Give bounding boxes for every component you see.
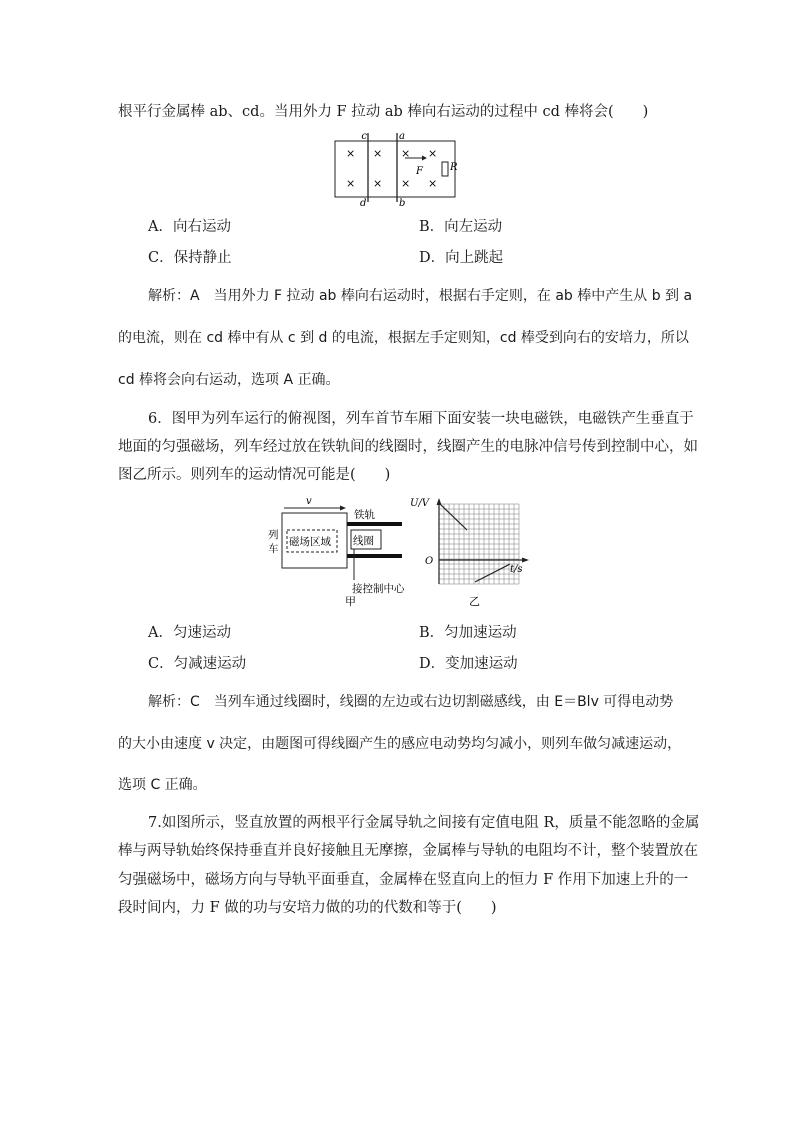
q6-figure-yi (410, 492, 532, 610)
q5-analysis-line-1: 解析：A 当用外力 F 拉动 ab 棒向右运动时，根据右手定则，在 ab 棒中产生从 b 到 a (148, 288, 693, 304)
q6-option-a: A．匀速运动 (148, 625, 231, 641)
q6-option-b: B．匀加速运动 (419, 625, 517, 641)
label-train-1: 列 (268, 529, 279, 541)
cross-mark: × (373, 147, 383, 160)
label-origin: O (425, 556, 434, 567)
q5-analysis-line-2: 的电流，则在 cd 棒中有从 c 到 d 的电流，根据左手定则知，cd 棒受到向右的安培力，所以 (118, 330, 689, 346)
q6-analysis-line-3: 选项 C 正确。 (118, 777, 207, 793)
q6-analysis-line-2: 的大小由速度 v 决定，由题图可得线圈产生的感应电动势均匀减小，则列车做匀减速运动， (118, 736, 682, 752)
cross-mark: × (346, 147, 356, 160)
q6-stem-line-2: 地面的匀强磁场，列车经过放在铁轨间的线圈时，线圈产生的电脉冲信号传到控制中心，如 (118, 439, 698, 455)
q6-stem-line-3: 图乙所示。则列车的运动情况可能是( ) (118, 467, 391, 483)
label-u-axis: U/V (410, 498, 430, 509)
q7-stem-line-2: 棒与两导轨始终保持垂直并良好接触且无摩擦，金属棒与导轨的电阻均不计，整个装置放在 (118, 843, 698, 859)
q7-stem-line-1: 7.如图所示，竖直放置的两根平行金属导轨之间接有定值电阻 R，质量不能忽略的金属 (148, 815, 700, 831)
q6-analysis-line-1: 解析：C 当列车通过线圈时，线圈的左边或右边切割磁感线，由 E＝Blv 可得电动势 (148, 694, 674, 710)
q6-stem-line-1: 6．图甲为列车运行的俯视图，列车首节车厢下面安装一块电磁铁，电磁铁产生垂直于 (148, 411, 694, 427)
q7-stem-line-3: 匀强磁场中，磁场方向与导轨平面垂直，金属棒在竖直向上的恒力 F 作用下加速上升的一 (118, 872, 689, 888)
q5-option-d: D．向上跳起 (419, 250, 504, 266)
q5-option-c: C．保持静止 (148, 250, 232, 266)
q7-stem-line-4: 段时间内，力 F 做的功与安培力做的功的代数和等于( ) (118, 900, 497, 916)
cross-mark: × (401, 177, 411, 190)
cross-mark: × (401, 147, 411, 160)
label-v: v (306, 496, 312, 507)
q5-analysis-line-3: cd 棒将会向右运动，选项 A 正确。 (118, 372, 340, 388)
graph-grid (439, 504, 519, 584)
label-train-2: 车 (268, 543, 279, 555)
label-c: c (361, 131, 367, 142)
label-d: d (360, 198, 367, 209)
label-rail: 铁轨 (354, 509, 375, 521)
caption-yi: 乙 (469, 595, 480, 608)
q6-option-c: C．匀减速运动 (148, 656, 247, 672)
label-F: F (416, 166, 423, 177)
label-b: b (399, 198, 406, 209)
q5-stem: 根平行金属棒 ab、cd。当用外力 F 拉动 ab 棒向右运动的过程中 cd 棒将会( ) (118, 104, 649, 120)
label-field-region: 磁场区域 (289, 536, 331, 548)
label-t-axis: t/s (510, 564, 523, 575)
q6-figure-jia (262, 492, 422, 610)
cross-mark: × (373, 177, 383, 190)
cross-mark: × (428, 177, 438, 190)
label-a: a (399, 131, 405, 142)
cross-mark: × (346, 177, 356, 190)
q6-option-d: D．变加速运动 (419, 656, 518, 672)
q5-option-a: A．向右运动 (148, 219, 231, 235)
label-R: R (450, 162, 458, 173)
label-coil: 线圈 (353, 535, 374, 547)
cross-mark: × (428, 147, 438, 160)
q5-option-b: B．向左运动 (419, 219, 503, 235)
caption-jia: 甲 (345, 595, 356, 608)
label-control-center: 接控制中心 (352, 583, 405, 595)
q5-circuit-diagram (330, 128, 465, 208)
